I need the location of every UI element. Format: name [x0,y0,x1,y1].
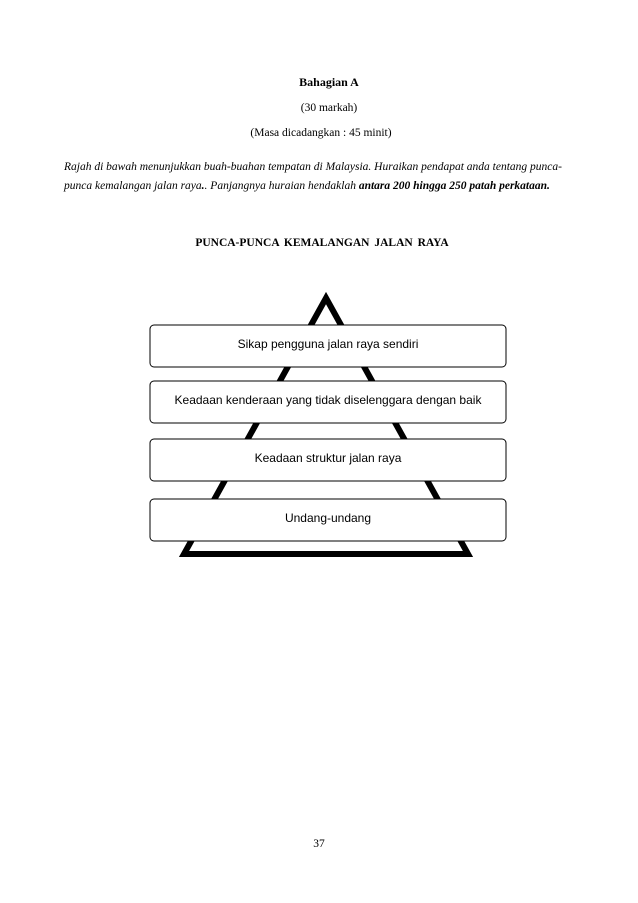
page-number: 37 [313,838,325,850]
instructions-text-1: Rajah di bawah menunjukkan buah-buahan tempatan di Malaysia. Huraikan pendapat anda tentang punca-punca kemalangan jalan raya [64,161,562,192]
layer-label-laws: Undang-undang [284,511,372,525]
suggested-time: (Masa dicadangkan : 45 minit) [250,127,392,139]
instructions-period: . [201,180,205,192]
layer-label-attitude: Sikap pengguna jalan raya sendiri [237,337,419,351]
instructions-word-count: antara 200 hingga 250 patah perkataan. [358,180,550,192]
instructions-text-2: . Panjangnya huraian hendaklah [204,180,359,192]
section-title: Bahagian A [299,75,359,89]
marks-label: (30 markah) [300,102,358,114]
diagram-title: PUNCA-PUNCA KEMALANGAN JALAN RAYA [195,237,449,249]
layer-label-road-structure: Keadaan struktur jalan raya [254,451,402,465]
layer-label-vehicle-condition: Keadaan kenderaan yang tidak diselenggara dengan baik [174,393,482,407]
